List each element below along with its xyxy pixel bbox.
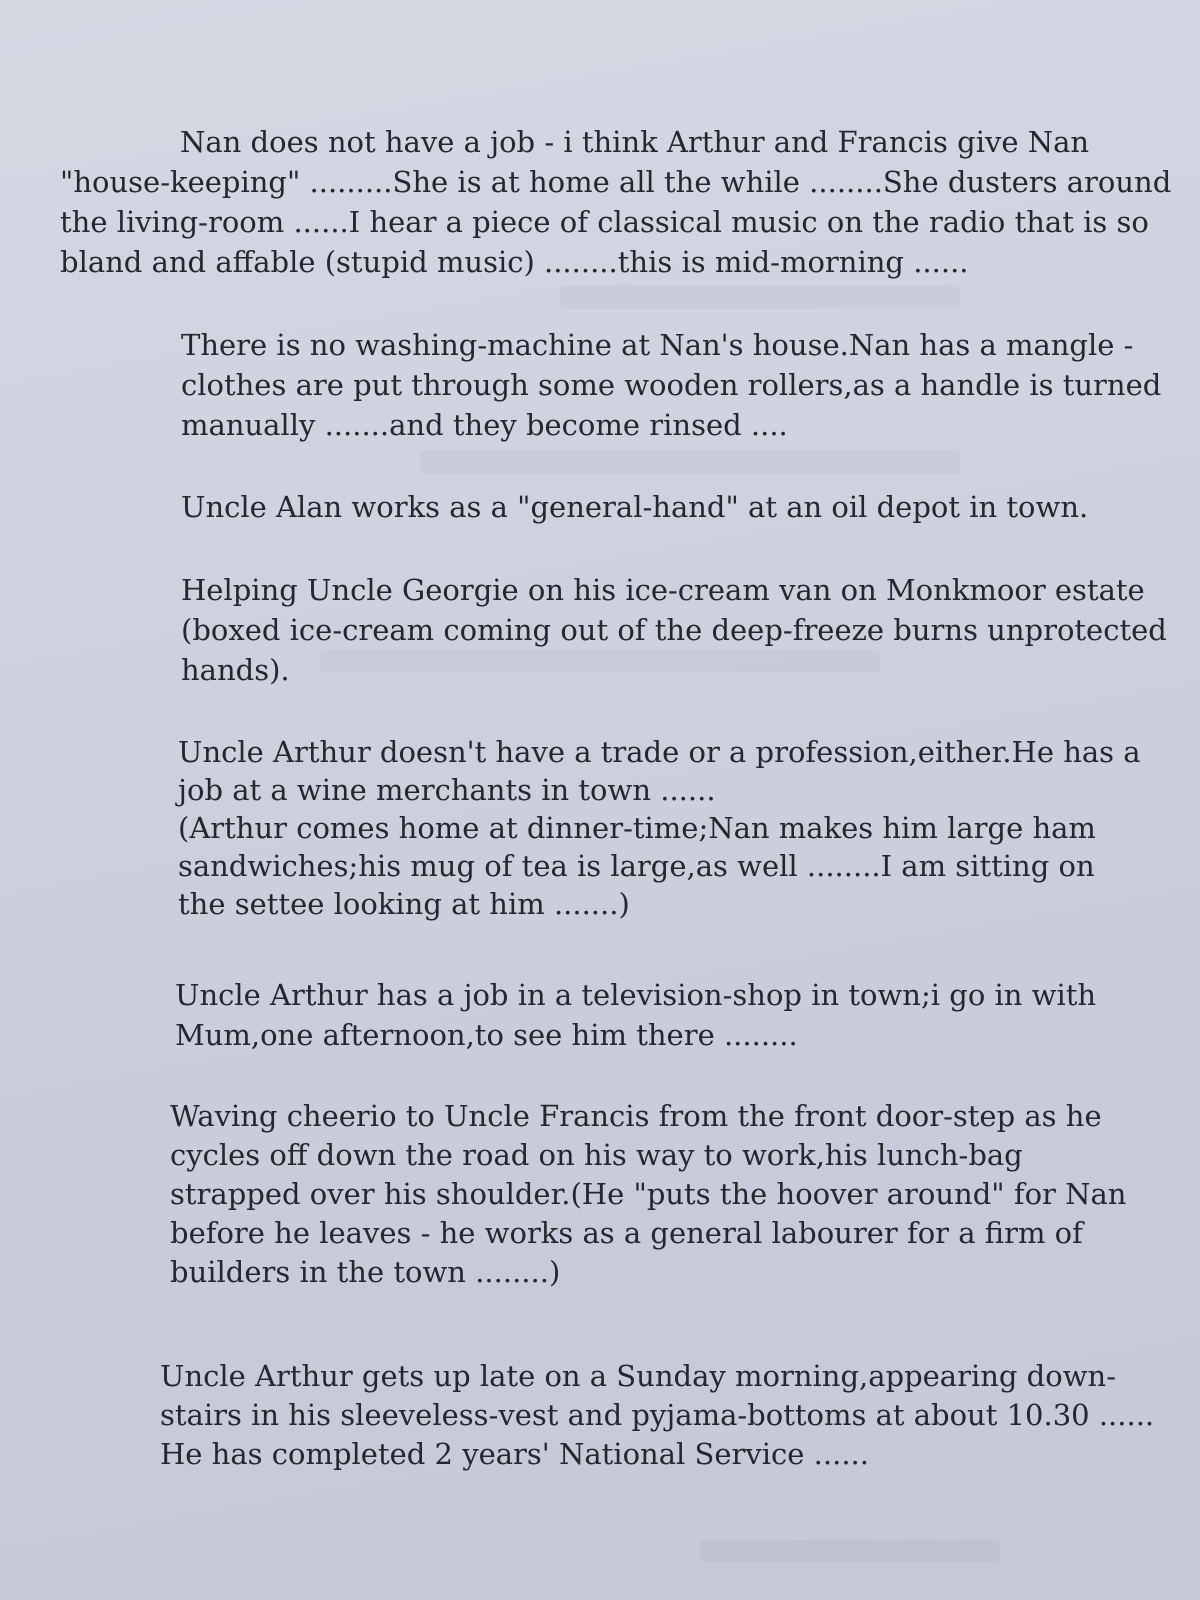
- text-line: before he leaves - he works as a general labourer for a firm of: [170, 1216, 1083, 1250]
- paragraph-uncle-georgie: [181, 570, 1167, 690]
- text-line: (Arthur comes home at dinner-time;Nan makes him large ham: [178, 811, 1096, 845]
- text-line: He has completed 2 years' National Service ......: [160, 1437, 869, 1471]
- text-line: Mum,one afternoon,to see him there ........: [175, 1018, 798, 1052]
- text-line: sandwiches;his mug of tea is large,as well ........I am sitting on: [178, 849, 1095, 883]
- paragraph-mangle: [181, 325, 1161, 445]
- text-line: Uncle Arthur gets up late on a Sunday morning,appearing down-: [160, 1359, 1117, 1393]
- text-line: bland and affable (stupid music) ........this is mid-morning ......: [60, 245, 969, 279]
- text-line: Nan does not have a job - i think Arthur and Francis give Nan: [180, 125, 1090, 159]
- text-line: the settee looking at him .......): [178, 887, 630, 921]
- paragraph-uncle-francis: [170, 1097, 1126, 1292]
- text-line: Uncle Alan works as a "general-hand" at an oil depot in town.: [181, 490, 1089, 524]
- text-line: cycles off down the road on his way to work,his lunch-bag: [170, 1138, 1023, 1172]
- text-line: Uncle Arthur has a job in a television-shop in town;i go in with: [175, 978, 1097, 1012]
- show-through-smudge: [700, 1540, 1000, 1562]
- text-line: strapped over his shoulder.(He "puts the hoover around" for Nan: [170, 1177, 1127, 1211]
- text-line: Helping Uncle Georgie on his ice-cream van on Monkmoor estate: [181, 573, 1145, 607]
- show-through-smudge: [560, 285, 960, 309]
- paragraph-uncle-arthur-sunday: [160, 1357, 1154, 1474]
- paragraph-uncle-alan: [181, 487, 1088, 527]
- text-line: (boxed ice-cream coming out of the deep-freeze burns unprotected: [181, 613, 1167, 647]
- text-line: "house-keeping" .........She is at home all the while ........She dusters around: [60, 165, 1172, 199]
- text-line: stairs in his sleeveless-vest and pyjama-bottoms at about 10.30 ......: [160, 1398, 1155, 1432]
- text-line: hands).: [181, 653, 290, 687]
- text-line: clothes are put through some wooden rollers,as a handle is turned: [181, 368, 1162, 402]
- text-line: Uncle Arthur doesn't have a trade or a profession,either.He has a: [178, 735, 1141, 769]
- paragraph-uncle-arthur-wine: [178, 733, 1141, 923]
- text-line: manually .......and they become rinsed ....: [181, 408, 788, 442]
- text-line: There is no washing-machine at Nan's house.Nan has a mangle -: [181, 328, 1134, 362]
- paragraph-nan-housekeeping: [60, 122, 1171, 282]
- paragraph-uncle-arthur-tv: [175, 975, 1096, 1055]
- show-through-smudge: [420, 450, 960, 474]
- text-line: job at a wine merchants in town ......: [178, 773, 716, 807]
- text-line: builders in the town ........): [170, 1255, 561, 1289]
- text-line: Waving cheerio to Uncle Francis from the front door-step as he: [170, 1099, 1102, 1133]
- text-line: the living-room ......I hear a piece of classical music on the radio that is so: [60, 205, 1149, 239]
